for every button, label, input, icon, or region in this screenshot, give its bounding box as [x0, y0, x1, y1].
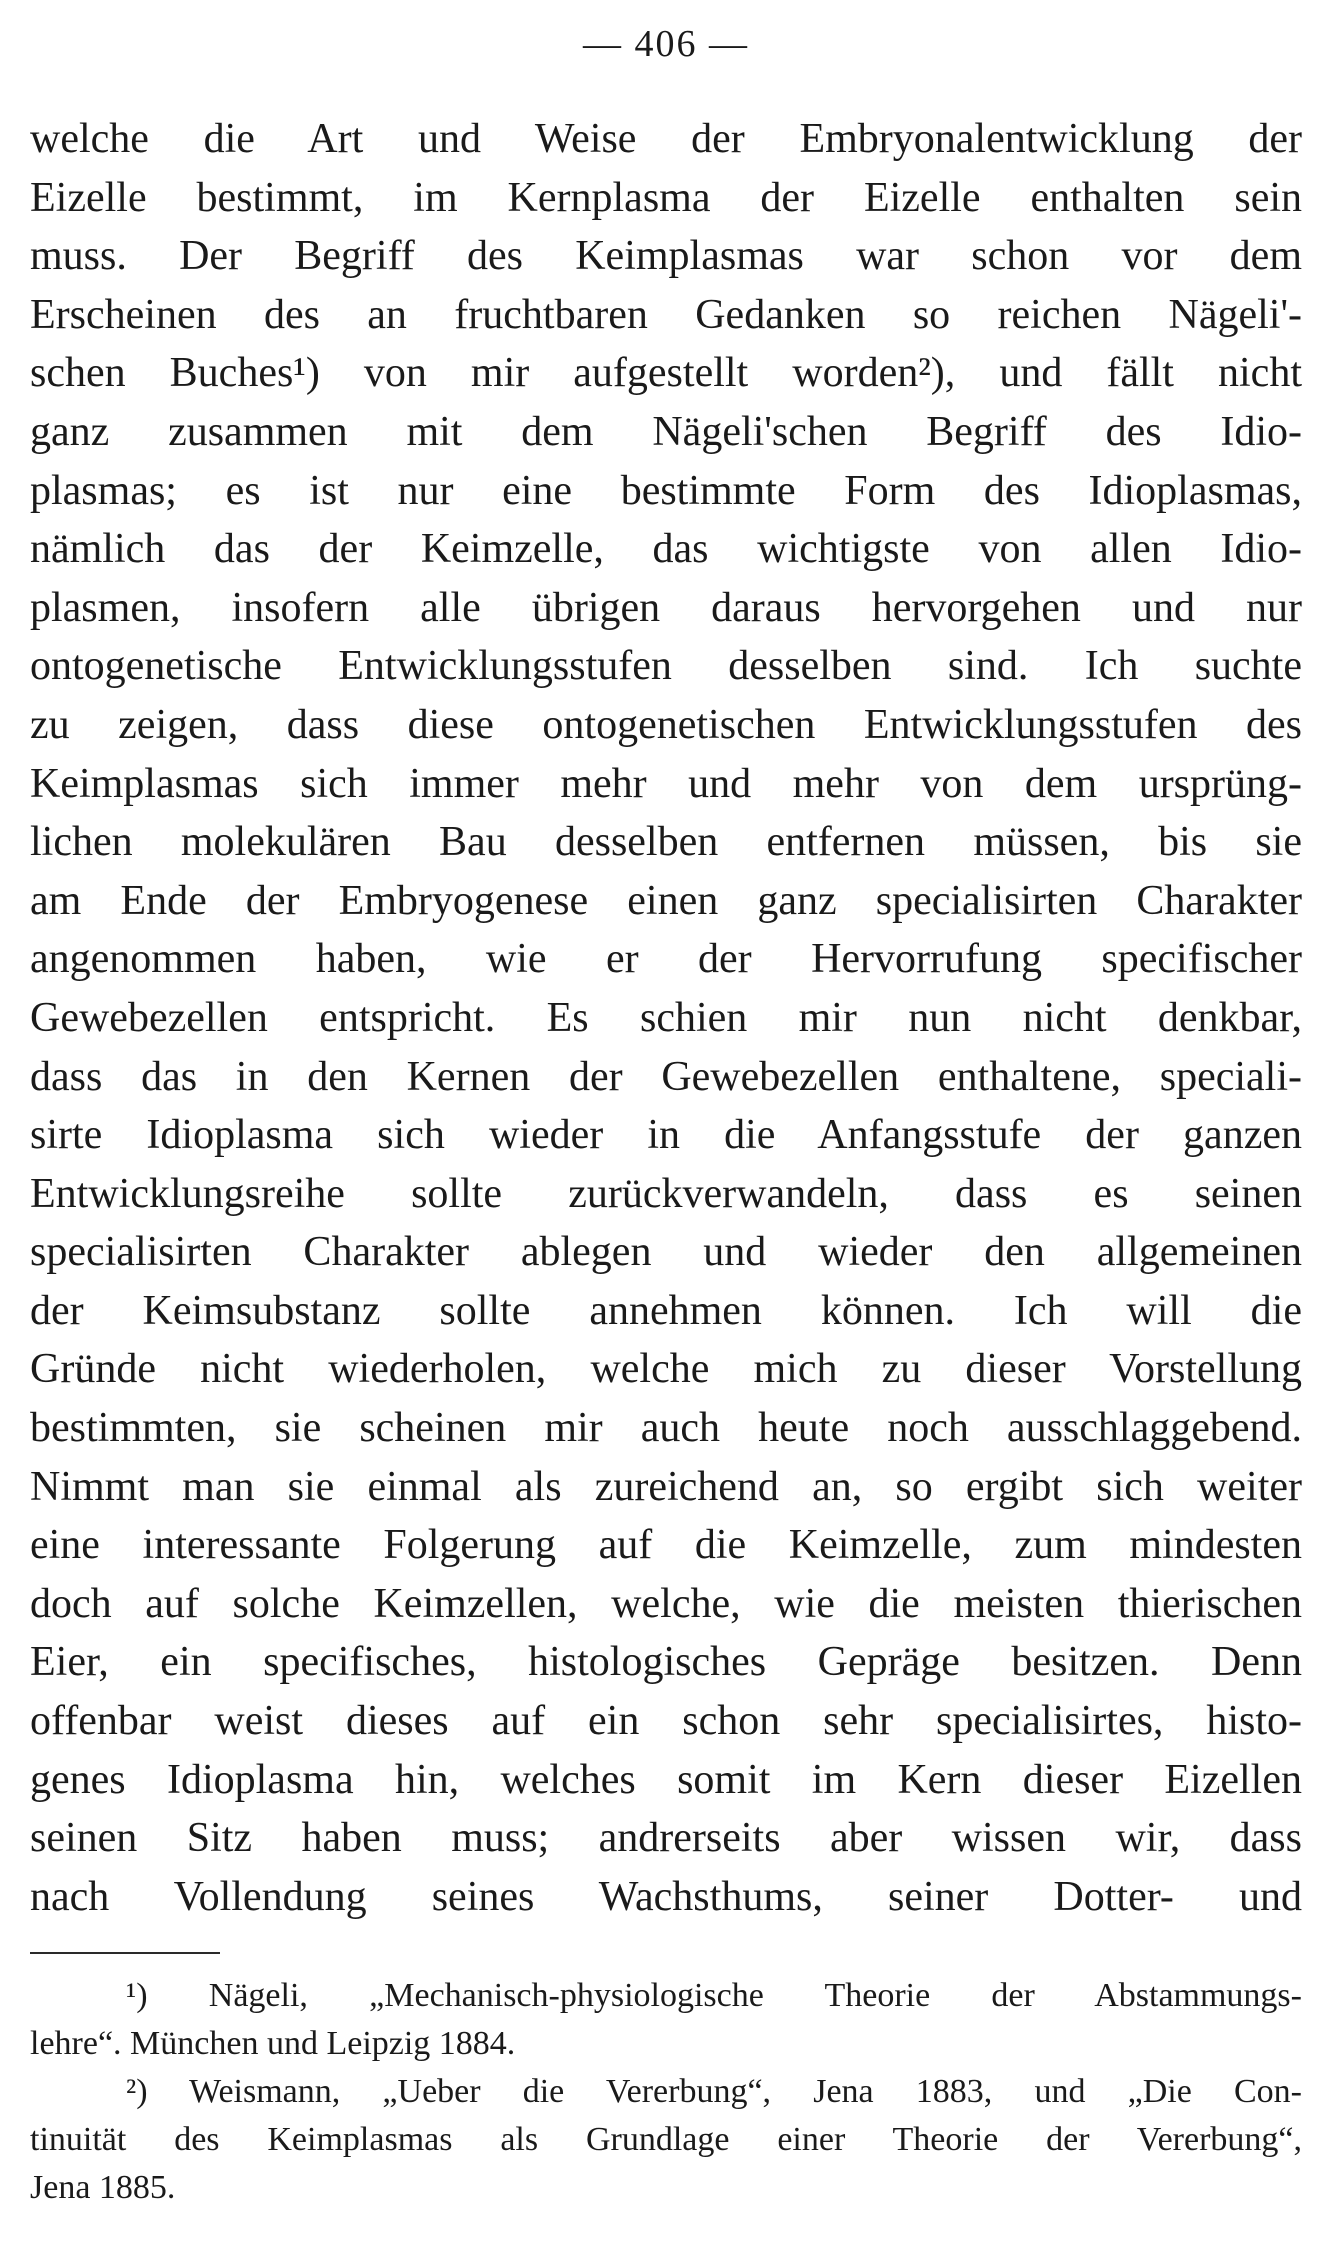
text-line: specialisirten Charakter ablegen und wieder den allgemeinen [30, 1229, 1302, 1276]
text-line: welche die Art und Weise der Embryonalentwicklung der [30, 116, 1302, 162]
footnote-line: ¹) Nägeli, „Mechanisch-physiologische Theorie der Abstammungs- [126, 1977, 1302, 2014]
footnote-line: Jena 1885. [30, 2169, 176, 2206]
text-line: Erscheinen des an fruchtbaren Gedanken so reichen Nägeli'- [30, 291, 1302, 338]
text-line: schen Buches¹) von mir aufgestellt worden²), und fällt nicht [30, 350, 1302, 397]
text-line: dass das in den Kernen der Gewebezellen enthaltene, speciali- [30, 1053, 1302, 1100]
text-line: doch auf solche Keimzellen, welche, wie die meisten thierischen [30, 1580, 1302, 1627]
footnote-divider [30, 1952, 220, 1954]
text-line: der Keimsubstanz sollte annehmen können. Ich will die [30, 1287, 1302, 1334]
text-line: Entwicklungsreihe sollte zurückverwandeln, dass es seinen [30, 1170, 1302, 1217]
book-page [30, 0, 1302, 2246]
text-line: seinen Sitz haben muss; andrerseits aber wissen wir, dass [30, 1815, 1302, 1862]
footnote-line: lehre“. München und Leipzig 1884. [30, 2025, 516, 2062]
footnotes [30, 1972, 1302, 2212]
text-line: Eier, ein specifisches, histologisches Gepräge besitzen. Denn [30, 1639, 1302, 1686]
footnote-line: tinuität des Keimplasmas als Grundlage einer Theorie der Vererbung“, [30, 2121, 1302, 2158]
text-line: Keimplasmas sich immer mehr und mehr von dem ursprüng- [30, 760, 1302, 807]
text-line: sirte Idioplasma sich wieder in die Anfangsstufe der ganzen [30, 1112, 1302, 1159]
text-line: bestimmten, sie scheinen mir auch heute noch ausschlaggebend. [30, 1405, 1302, 1452]
text-line: Gewebezellen entspricht. Es schien mir nun nicht denkbar, [30, 994, 1302, 1041]
page-number: — 406 — [583, 23, 749, 65]
text-line: plasmen, insofern alle übrigen daraus hervorgehen und nur [30, 584, 1302, 631]
body-text [30, 110, 1302, 1926]
text-line: muss. Der Begriff des Keimplasmas war schon vor dem [30, 233, 1302, 280]
footnote-line: ²) Weismann, „Ueber die Vererbung“, Jena 1883, und „Die Con- [126, 2073, 1302, 2110]
text-line: eine interessante Folgerung auf die Keimzelle, zum mindesten [30, 1522, 1302, 1569]
text-line: offenbar weist dieses auf ein schon sehr specialisirtes, histo- [30, 1698, 1302, 1745]
text-line: nach Vollendung seines Wachsthums, seiner Dotter- und [30, 1873, 1302, 1920]
text-line: angenommen haben, wie er der Hervorrufung specifischer [30, 936, 1302, 983]
text-line: Nimmt man sie einmal als zureichend an, so ergibt sich weiter [30, 1463, 1302, 1510]
text-line: nämlich das der Keimzelle, das wichtigste von allen Idio- [30, 526, 1302, 573]
text-line: am Ende der Embryogenese einen ganz specialisirten Charakter [30, 877, 1302, 924]
text-line: plasmas; es ist nur eine bestimmte Form des Idioplasmas, [30, 467, 1302, 514]
text-line: zu zeigen, dass diese ontogenetischen Entwicklungsstufen des [30, 701, 1302, 748]
text-line: genes Idioplasma hin, welches somit im Kern dieser Eizellen [30, 1756, 1302, 1803]
text-line: Gründe nicht wiederholen, welche mich zu dieser Vorstellung [30, 1346, 1302, 1393]
text-line: Eizelle bestimmt, im Kernplasma der Eizelle enthalten sein [30, 174, 1302, 221]
text-line: lichen molekulären Bau desselben entfernen müssen, bis sie [30, 819, 1302, 866]
text-line: ganz zusammen mit dem Nägeli'schen Begriff des Idio- [30, 408, 1302, 455]
text-line: ontogenetische Entwicklungsstufen desselben sind. Ich suchte [30, 643, 1302, 690]
